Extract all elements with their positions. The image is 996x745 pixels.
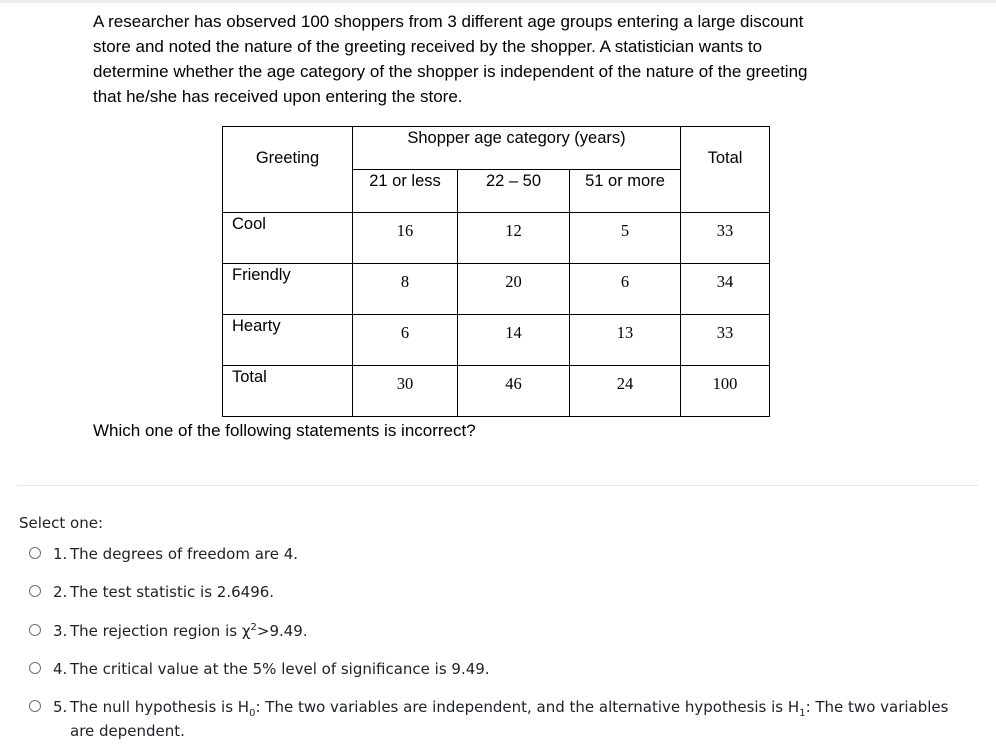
contingency-table [222,126,770,417]
question-line: store and noted the nature of the greeting received by the shopper. A statistician wants to [93,37,763,56]
age-group-header: Shopper age category (years) [353,127,681,170]
row-total-cell: 33 [681,315,770,366]
question-line: determine whether the age category of the shopper is independent of the nature of the greeting [93,62,808,81]
row-label: Hearty [223,315,353,366]
option-text: The critical value at the 5% level of significance is 9.49. [70,660,490,678]
age-col-header: 51 or more [570,170,681,213]
question-line: A researcher has observed 100 shoppers from 3 different age groups entering a large discount [93,12,804,31]
table-cell: 14 [458,315,570,366]
option-number: 1. [53,545,68,563]
option-text: The test statistic is 2.6496. [70,583,275,601]
radio-button[interactable] [29,624,41,636]
table-cell: 12 [458,213,570,264]
table-row [223,264,770,315]
age-col-header: 21 or less [353,170,458,213]
h0-subscript: 0 [249,708,256,719]
option-text-pre: The rejection region is χ [70,622,251,640]
radio-button[interactable] [29,662,41,674]
answer-option-5[interactable] [26,695,976,745]
option-text-a: The null hypothesis is H [70,698,250,716]
table-cell: 5 [570,213,681,264]
option-text-c: : The two variables are dependent. [70,698,949,740]
option-number: 3. [53,622,68,640]
answer-option-2[interactable] [26,580,976,619]
option-text: The degrees of freedom are 4. [70,545,299,563]
row-total-cell: 33 [681,213,770,264]
table-row [223,213,770,264]
answer-option-4[interactable] [26,657,976,695]
greeting-header: Greeting [223,127,353,213]
table-cell: 16 [353,213,458,264]
answer-option-3[interactable] [26,619,976,657]
row-total-cell: 34 [681,264,770,315]
table-header-row [223,127,770,170]
table-cell: 30 [353,366,458,417]
row-label: Cool [223,213,353,264]
question-line: that he/she has received upon entering the store. [93,87,463,106]
table-cell: 6 [570,264,681,315]
table-cell: 6 [353,315,458,366]
option-number: 2. [53,583,68,601]
chi-square-exponent: 2 [250,622,257,633]
answer-option-1[interactable] [26,542,976,580]
radio-button[interactable] [29,585,41,597]
question-text [93,9,903,109]
table-row [223,315,770,366]
grand-total-cell: 100 [681,366,770,417]
select-one-label: Select one: [19,514,104,532]
table-cell: 20 [458,264,570,315]
radio-button[interactable] [29,700,41,712]
table-cell: 24 [570,366,681,417]
age-col-header: 22 – 50 [458,170,570,213]
total-header: Total [681,127,770,213]
option-text-b: : The two variables are independent, and the alternative hypothesis is H [255,698,800,716]
h1-subscript: 1 [799,708,806,719]
radio-button[interactable] [29,547,41,559]
option-number: 5. [53,698,68,716]
answer-options [26,542,976,745]
option-number: 4. [53,660,68,678]
table-cell: 46 [458,366,570,417]
option-text [70,698,948,740]
table-cell: 8 [353,264,458,315]
row-label: Total [223,366,353,417]
table-cell: 13 [570,315,681,366]
table-total-row [223,366,770,417]
divider [18,485,978,486]
option-text [70,622,308,640]
top-border [0,0,996,3]
sub-question: Which one of the following statements is incorrect? [93,421,476,440]
option-text-post: >9.49. [256,622,308,640]
row-label: Friendly [223,264,353,315]
